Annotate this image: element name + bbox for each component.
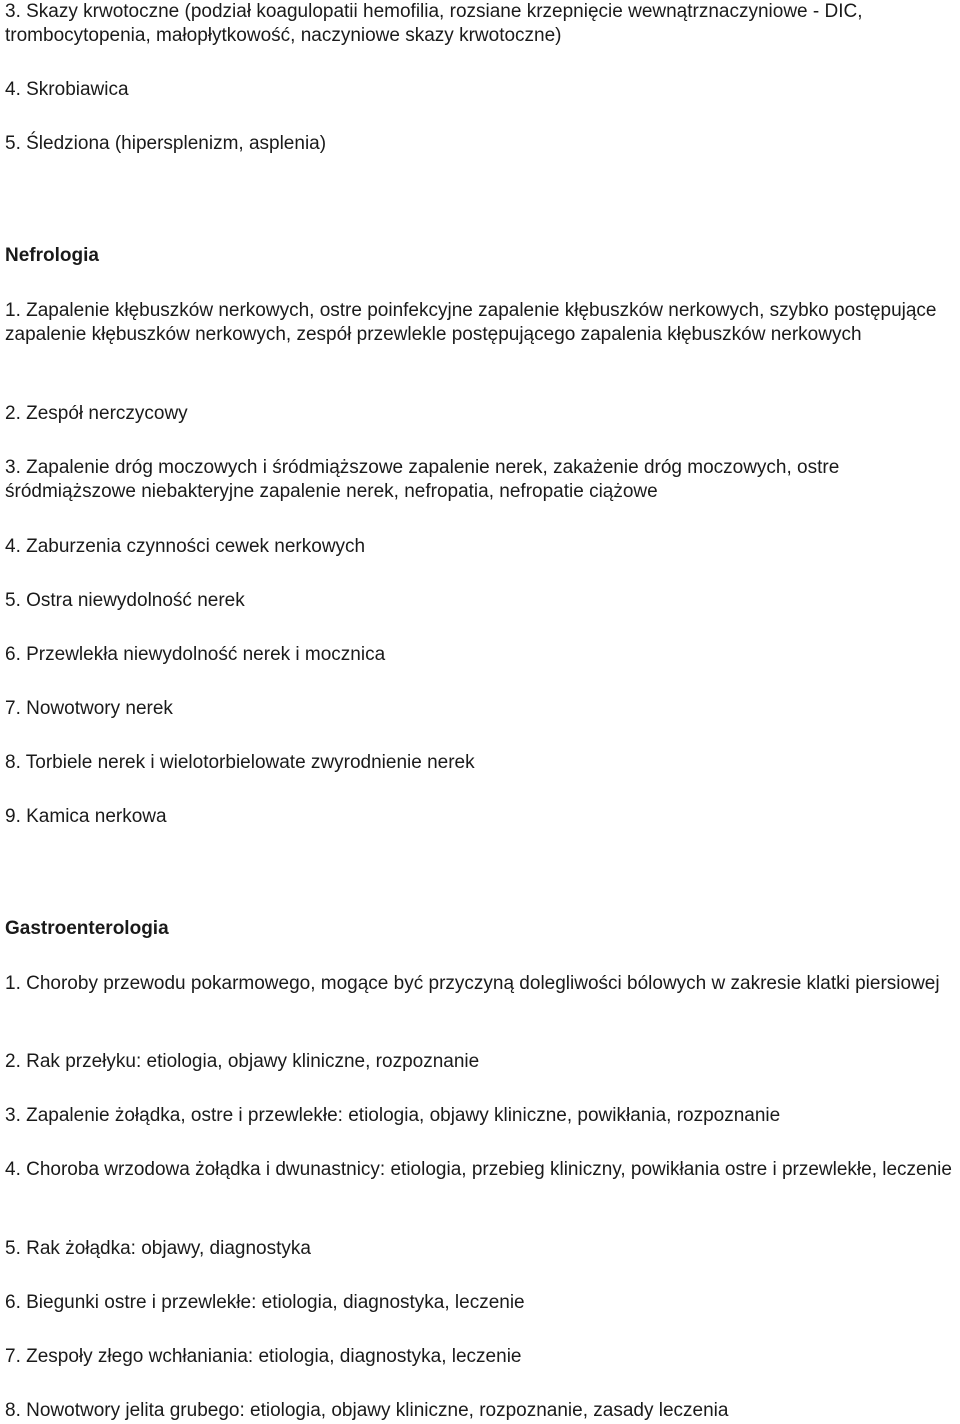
section-heading-gastroenterologia: Gastroenterologia xyxy=(5,918,169,939)
gastro-item-6: 6. Biegunki ostre i przewlekłe: etiologia, diagnostyka, leczenie xyxy=(5,1292,525,1313)
gastro-item-1: 1. Choroby przewodu pokarmowego, mogące być przyczyną dolegliwości bólowych w zakresie klatki piersiowej xyxy=(5,973,940,994)
hematology-item-5: 5. Śledziona (hipersplenizm, asplenia) xyxy=(5,133,327,154)
nefrologia-item-8: 8. Torbiele nerek i wielotorbielowate zwyrodnienie nerek xyxy=(5,752,475,773)
nefrologia-item-9: 9. Kamica nerkowa xyxy=(5,806,167,827)
gastro-item-3: 3. Zapalenie żołądka, ostre i przewlekłe: etiologia, objawy kliniczne, powikłania, rozpoznanie xyxy=(5,1105,781,1126)
nefrologia-item-2: 2. Zespół nerczycowy xyxy=(5,403,188,424)
gastro-item-8: 8. Nowotwory jelita grubego: etiologia, objawy kliniczne, rozpoznanie, zasady leczenia xyxy=(5,1400,729,1421)
gastro-item-2: 2. Rak przełyku: etiologia, objawy kliniczne, rozpoznanie xyxy=(5,1051,480,1072)
nefrologia-item-5: 5. Ostra niewydolność nerek xyxy=(5,590,245,611)
nefrologia-item-4: 4. Zaburzenia czynności cewek nerkowych xyxy=(5,536,366,557)
nefrologia-item-1: 1. Zapalenie kłębuszków nerkowych, ostre poinfekcyjne zapalenie kłębuszków nerkowych, szybko postępujące zapalenie kłębuszków nerkowych, zespół przewlekle postępującego zapalenia kłębuszków nerkowych xyxy=(5,300,937,345)
hematology-item-4: 4. Skrobiawica xyxy=(5,79,129,100)
gastro-item-5: 5. Rak żołądka: objawy, diagnostyka xyxy=(5,1238,311,1259)
nefrologia-item-7: 7. Nowotwory nerek xyxy=(5,698,173,719)
hematology-item-3: 3. Skazy krwotoczne (podział koagulopatii hemofilia, rozsiane krzepnięcie wewnątrznaczyniowe - DIC, trombocytopenia, małopłytkowość, naczyniowe skazy krwotoczne) xyxy=(5,1,863,46)
gastro-item-4: 4. Choroba wrzodowa żołądka i dwunastnicy: etiologia, przebieg kliniczny, powikłania ostre i przewlekłe, leczenie xyxy=(5,1159,952,1180)
section-heading-nefrologia: Nefrologia xyxy=(5,245,99,266)
nefrologia-item-6: 6. Przewlekła niewydolność nerek i mocznica xyxy=(5,644,386,665)
nefrologia-item-3: 3. Zapalenie dróg moczowych i śródmiąższowe zapalenie nerek, zakażenie dróg moczowych, ostre śródmiąższowe niebakteryjne zapalenie nerek, nefropatia, nefropatie ciążowe xyxy=(5,457,840,502)
gastro-item-7: 7. Zespoły złego wchłaniania: etiologia, diagnostyka, leczenie xyxy=(5,1346,522,1367)
